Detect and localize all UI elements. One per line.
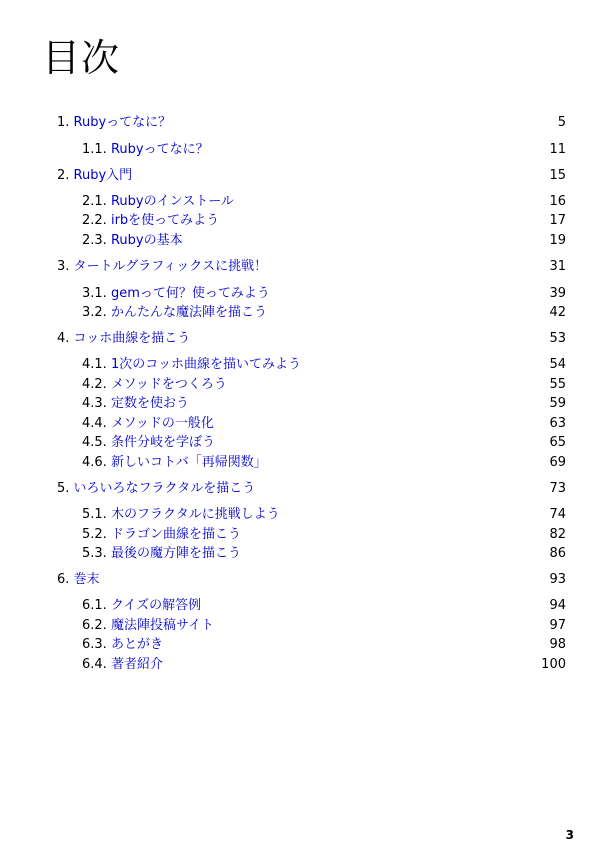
toc-entry-page: 86	[549, 546, 566, 561]
toc-entry-link[interactable]: いろいろなフラクタルを描こう	[73, 481, 256, 496]
toc-entry-page: 98	[549, 637, 566, 652]
toc-entry-page: 16	[549, 194, 566, 209]
toc-entry[interactable]	[82, 617, 566, 635]
toc-entry-page: 42	[549, 305, 566, 320]
toc-entry[interactable]	[57, 330, 566, 348]
toc-entry-number: 4.3.	[82, 396, 107, 411]
toc-entry-link[interactable]: Rubyのインストール	[110, 194, 234, 209]
toc-entry-page: 59	[549, 396, 566, 411]
toc-entry-page: 17	[549, 213, 566, 228]
toc-entry-link[interactable]: 新しいコトバ「再帰関数」	[110, 455, 267, 470]
toc-entry-link[interactable]: ドラゴン曲線を描こう	[110, 527, 241, 542]
toc-entry-number: 5.2.	[82, 527, 107, 542]
toc-entry-number: 6.1.	[82, 598, 107, 613]
toc-entry-page: 54	[549, 357, 566, 372]
page-title: 目次	[42, 36, 121, 80]
toc-entry-page: 53	[549, 331, 566, 346]
toc-entry[interactable]	[82, 656, 566, 674]
toc-entry-link[interactable]: 巻末	[73, 572, 100, 587]
toc-entry[interactable]	[82, 356, 566, 374]
toc-entry-number: 2.1.	[82, 194, 107, 209]
toc-entry-link[interactable]: gemって何？使ってみよう	[110, 286, 270, 301]
toc-entry-link[interactable]: 著者紹介	[110, 657, 163, 672]
toc-entry-page: 15	[549, 168, 566, 183]
toc-entry[interactable]	[82, 526, 566, 544]
toc-entry-number: 1.1.	[82, 142, 107, 157]
toc-entry-page: 5	[557, 115, 566, 130]
toc-entry-number: 4.	[57, 331, 70, 346]
toc-entry-number: 5.	[57, 481, 70, 496]
toc-entry-number: 3.2.	[82, 305, 107, 320]
toc-entry-number: 4.2.	[82, 377, 107, 392]
toc-entry-number: 3.	[57, 259, 70, 274]
toc-entry-number: 4.1.	[82, 357, 107, 372]
toc-entry[interactable]	[82, 376, 566, 394]
toc-entry-number: 2.2.	[82, 213, 107, 228]
toc-entry[interactable]	[82, 636, 566, 654]
toc-entry-page: 73	[549, 481, 566, 496]
toc-entry[interactable]	[57, 480, 566, 498]
toc-entry-number: 6.3.	[82, 637, 107, 652]
toc-entry[interactable]	[82, 597, 566, 615]
toc-entry-page: 31	[549, 259, 566, 274]
page-number: 3	[565, 828, 574, 842]
toc-entry-link[interactable]: Rubyの基本	[110, 233, 183, 248]
toc-entry[interactable]	[82, 304, 566, 322]
toc-entry[interactable]	[82, 141, 566, 159]
toc-entry-link[interactable]: メソッドの一般化	[110, 416, 214, 431]
toc-entry[interactable]	[82, 454, 566, 472]
toc-entry[interactable]	[82, 545, 566, 563]
toc-entry-number: 6.4.	[82, 657, 107, 672]
toc-entry-link[interactable]: 1次のコッホ曲線を描いてみよう	[110, 357, 301, 372]
toc-entry-number: 5.3.	[82, 546, 107, 561]
toc-entry-page: 39	[549, 286, 566, 301]
toc-entry-link[interactable]: Rubyってなに？	[110, 142, 209, 157]
toc-entry-link[interactable]: Rubyってなに？	[73, 115, 172, 130]
toc-entry-number: 5.1.	[82, 507, 107, 522]
toc-entry[interactable]	[82, 232, 566, 250]
toc-entry-number: 4.6.	[82, 455, 107, 470]
toc-entry[interactable]	[82, 212, 566, 230]
toc-entry[interactable]	[57, 114, 566, 132]
toc-entry-link[interactable]: かんたんな魔法陣を描こう	[110, 305, 267, 320]
toc-entry-link[interactable]: クイズの解答例	[110, 598, 202, 613]
toc-entry-number: 4.5.	[82, 435, 107, 450]
toc-entry-number: 3.1.	[82, 286, 107, 301]
toc-entry-page: 19	[549, 233, 566, 248]
toc-entry[interactable]	[57, 571, 566, 589]
toc-entry-page: 65	[549, 435, 566, 450]
toc-entry-link[interactable]: コッホ曲線を描こう	[73, 331, 191, 346]
toc-entry[interactable]	[82, 395, 566, 413]
toc-entry-link[interactable]: 木のフラクタルに挑戦しよう	[110, 507, 280, 522]
toc-entry-page: 97	[549, 618, 566, 633]
toc-entry-link[interactable]: タートルグラフィックスに挑戦！	[73, 259, 268, 274]
toc-entry-page: 74	[549, 507, 566, 522]
toc-entry-page: 82	[549, 527, 566, 542]
toc-entry[interactable]	[82, 285, 566, 303]
toc-entry-number: 6.	[57, 572, 70, 587]
toc-entry-link[interactable]: 魔法陣投稿サイト	[110, 618, 215, 633]
toc-entry-number: 2.3.	[82, 233, 107, 248]
toc-entry-link[interactable]: irbを使ってみよう	[110, 213, 220, 228]
toc-entry-link[interactable]: メソッドをつくろう	[110, 377, 227, 392]
toc-entry-link[interactable]: Ruby入門	[73, 168, 133, 183]
toc-entry-link[interactable]: 定数を使おう	[110, 396, 189, 411]
toc-entry-number: 2.	[57, 168, 70, 183]
toc-entry[interactable]	[82, 193, 566, 211]
toc-entry-page: 11	[549, 142, 566, 157]
toc-entry[interactable]	[82, 434, 566, 452]
toc-entry[interactable]	[82, 506, 566, 524]
toc-entry-number: 1.	[57, 115, 70, 130]
toc-entry[interactable]	[57, 258, 566, 276]
toc-entry[interactable]	[57, 167, 566, 185]
toc-entry-link[interactable]: 条件分岐を学ぼう	[110, 435, 215, 450]
toc-entry-link[interactable]: 最後の魔方陣を描こう	[110, 546, 241, 561]
toc-entry-page: 55	[549, 377, 566, 392]
toc-entry-number: 6.2.	[82, 618, 107, 633]
toc-entry-page: 100	[541, 657, 566, 672]
toc-entry-page: 63	[549, 416, 566, 431]
toc-entry-link[interactable]: あとがき	[110, 637, 163, 652]
toc-entry-number: 4.4.	[82, 416, 107, 431]
toc-entry[interactable]	[82, 415, 566, 433]
toc-entry-page: 94	[549, 598, 566, 613]
toc-entry-page: 69	[549, 455, 566, 470]
toc-entry-page: 93	[549, 572, 566, 587]
